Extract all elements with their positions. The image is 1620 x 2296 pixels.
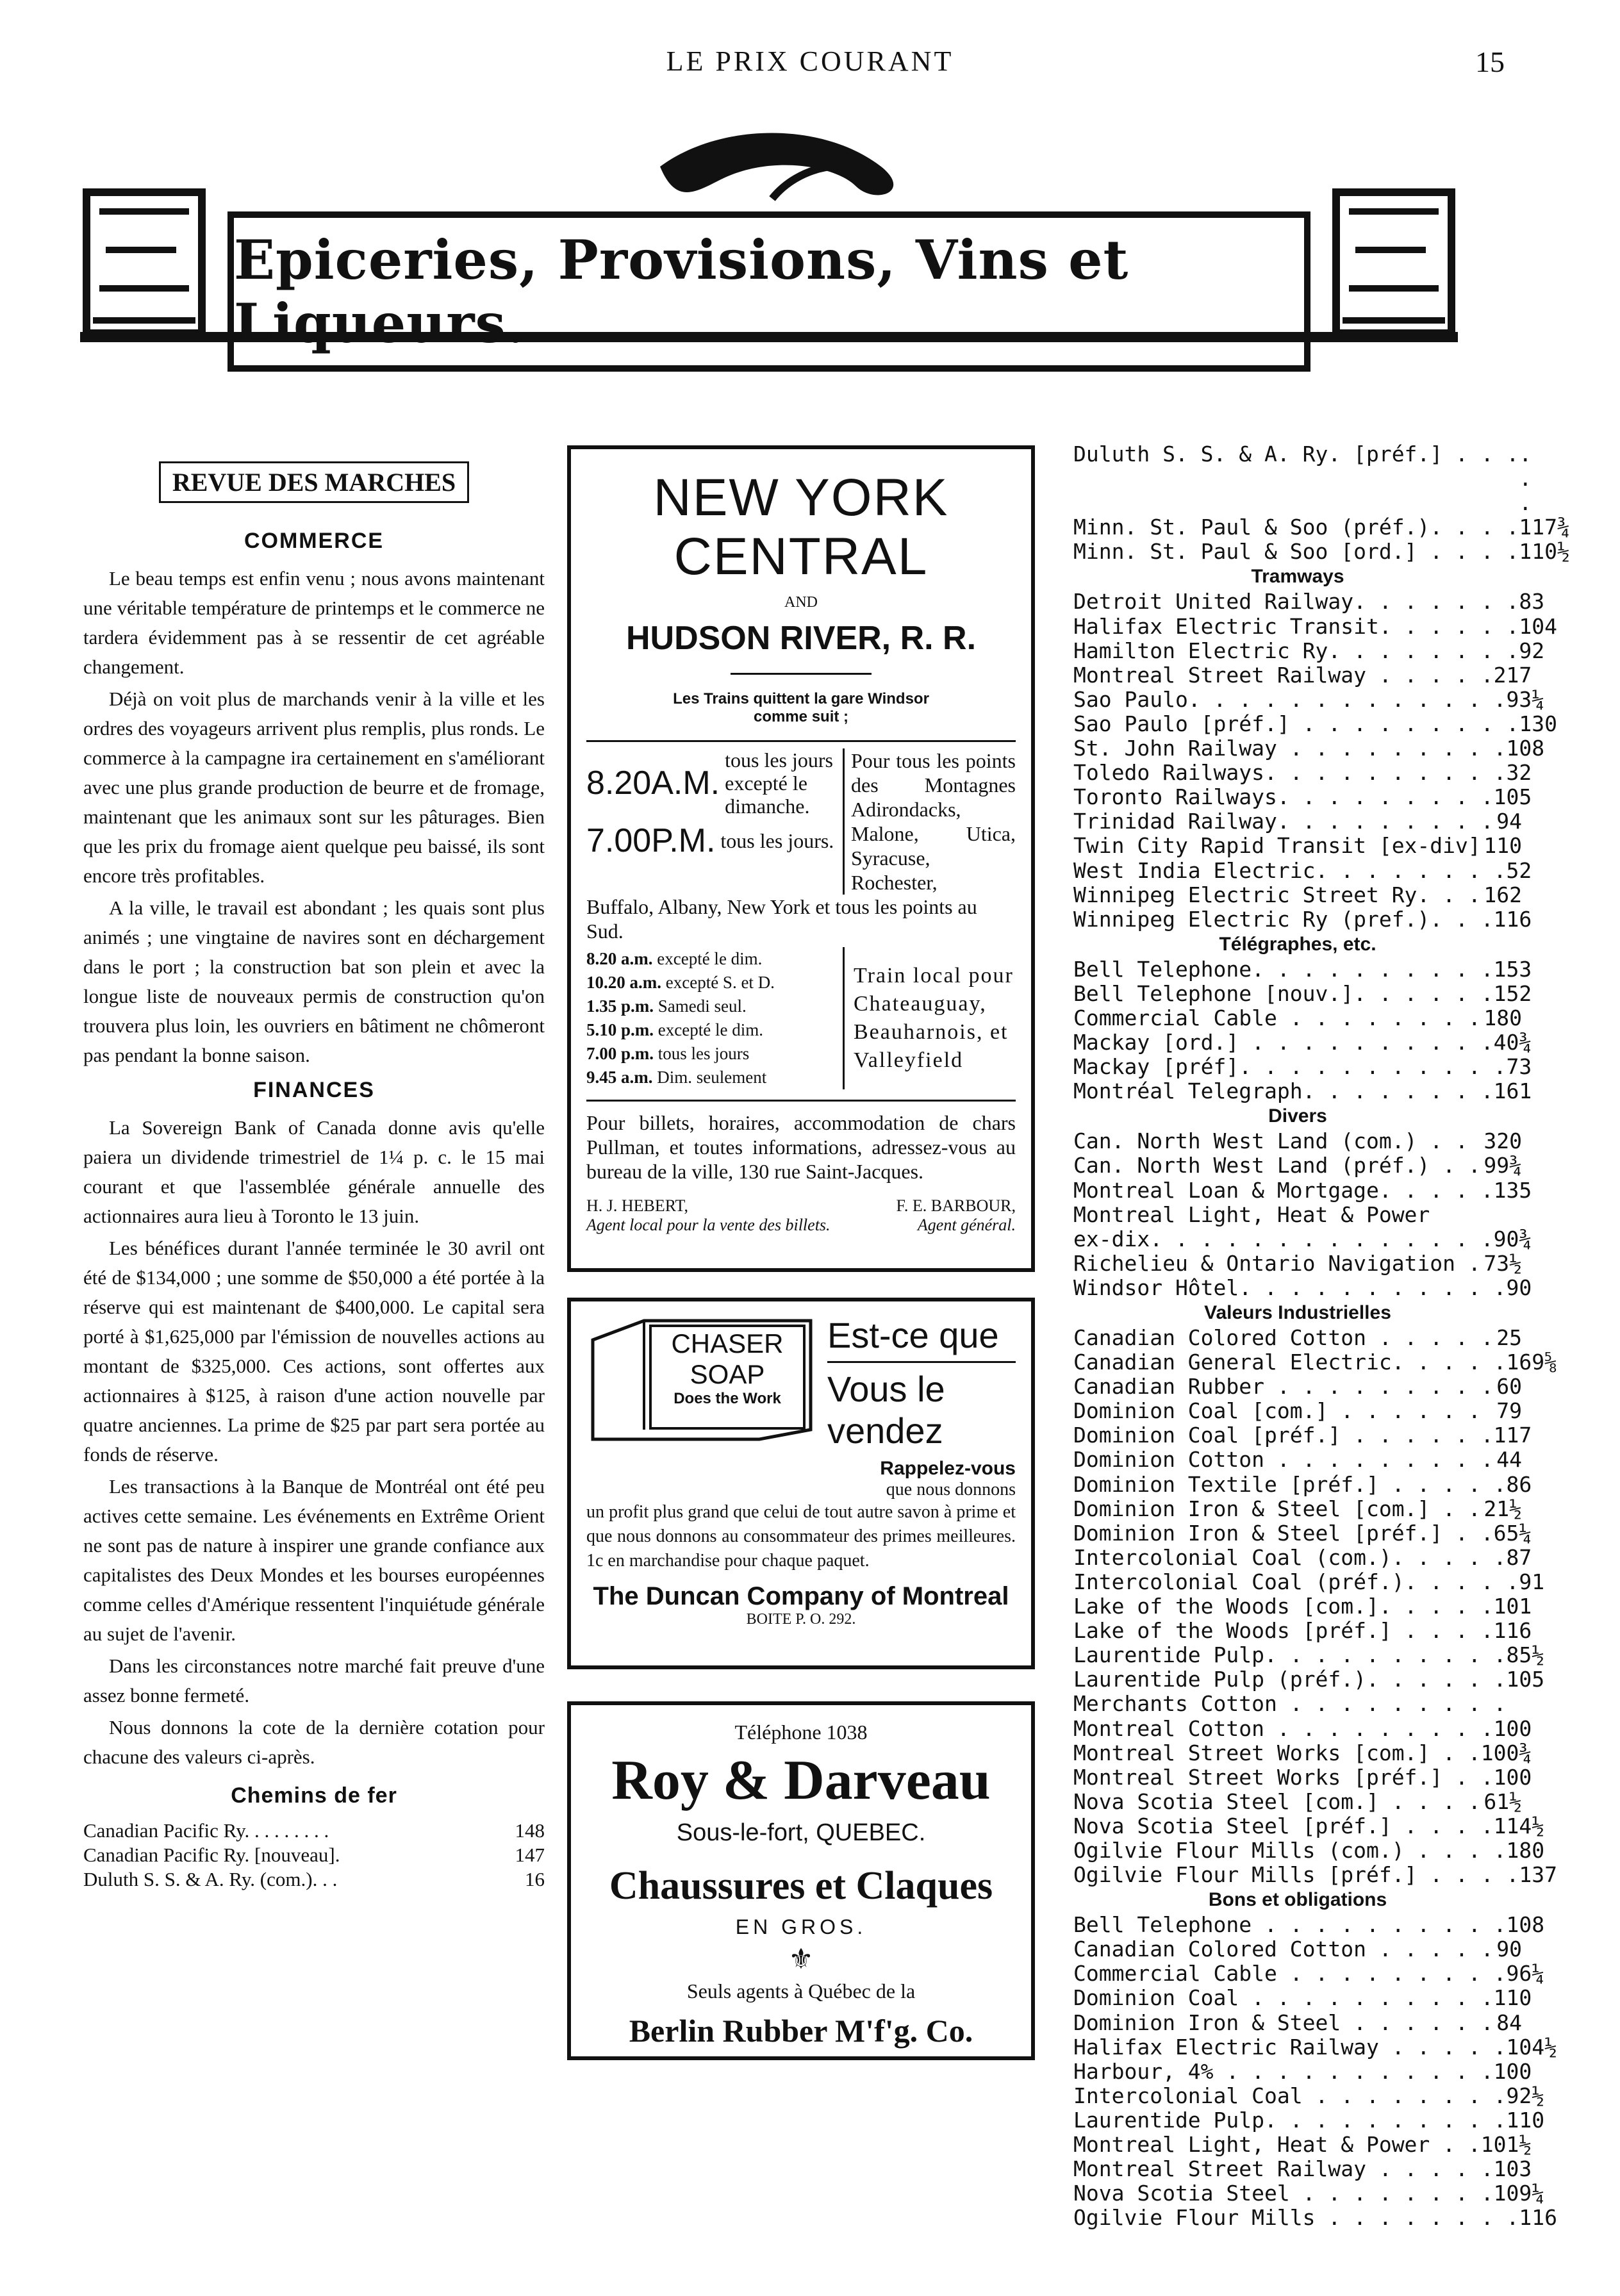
quote-row — [1073, 883, 1522, 907]
quote-value: 105 — [1493, 784, 1532, 810]
quote-name: Can. North West Land (préf.) . . — [1073, 1153, 1481, 1178]
quote-name: Canadian Pacific Ry. . . . . . . . . — [83, 1819, 329, 1842]
quote-row — [1073, 1667, 1545, 1692]
train-desc: tous les jours excepté le dimanche. — [725, 748, 833, 818]
roy-phone: Téléphone 1038 — [734, 1721, 868, 1744]
paragraph: A la ville, le travail est abondant ; les quais sont plus animés ; une vingtaine de navires sont en déchargement dans le port ; la construction bat son plein et avec la longue liste de nouveaux permis de construction qu'on trouvera plus loin, les ouvriers en bâtiment ne chômeront pas pendant la bonne saison. — [83, 896, 545, 1066]
paragraph: Déjà on voit plus de marchands venir à la ville et les ordres des voyageurs arrivent plus remplis, plus ronds. Le commerce à la campagne ira certainement en s'améliorant avec une plus grande production de beurre et de fromage, maintenant que les animaux sont sur les pâturages. Bien que les prix du fromage aient quelque peu baissé, ils sont encore très profitables. — [83, 688, 545, 887]
quote-row — [1073, 711, 1557, 736]
quote-value: 100 — [1493, 1715, 1532, 1741]
agents — [586, 1196, 1016, 1235]
roy-agents: Seuls agents à Québec de la — [686, 1979, 916, 2003]
schedule-block — [586, 740, 1016, 895]
quote-row — [1073, 1030, 1532, 1055]
finances-heading: FINANCES — [253, 1078, 375, 1102]
quote-name: Laurentide Pulp. . . . . . . . . . — [1073, 1642, 1507, 1668]
destinations: Pour tous les points des Montagnes Adirondacks, Malone, Utica, Syracuse, Rochester, — [843, 748, 1016, 895]
quote-name: Winnipeg Electric Ry (pref.). . . — [1073, 906, 1494, 932]
quote-value: 60 — [1496, 1374, 1522, 1400]
quote-row — [1073, 1862, 1557, 1888]
quote-value: 135 — [1493, 1177, 1532, 1203]
journal-title: LE PRIX COURANT — [666, 45, 954, 77]
quote-value: 92 — [1519, 638, 1545, 663]
quote-name: Nova Scotia Steel [préf.] . . . . — [1073, 1813, 1494, 1838]
quote-value: 137 — [1519, 1862, 1557, 1888]
chaser-reminder: Rappelez-vous — [880, 1458, 1016, 1479]
quote-row — [1073, 515, 1570, 540]
quote-value: 161 — [1493, 1078, 1532, 1104]
fleuron-icon: ⚜ — [788, 1944, 814, 1975]
quote-row — [1073, 2132, 1532, 2157]
quote-value: 101½ — [1480, 2132, 1532, 2157]
chaser-body: un profit plus grand que celui de tout autre savon à prime et que nous donnons au consommateur des primes meilleures. 1c en marchandise pour chaque paquet. — [586, 1502, 1016, 1571]
quote-row — [1073, 736, 1545, 761]
local-row: 7.00 p.m. tous les jours — [586, 1044, 750, 1063]
quote-row — [1073, 1715, 1532, 1741]
quote-value: 32 — [1506, 760, 1532, 786]
page-number: 15 — [1475, 45, 1505, 78]
quote-name: ex-dix. . . . . . . . . . . . . . — [1073, 1226, 1494, 1251]
quote-name: Montreal Light, Heat & Power — [1073, 1202, 1430, 1227]
quote-row — [1073, 906, 1532, 932]
quote-name: Mackay [ord.] . . . . . . . . . . — [1073, 1030, 1494, 1055]
train-desc: tous les jours. — [720, 829, 834, 852]
quote-row — [1073, 2034, 1557, 2060]
quote-section-heading: Valeurs Industrielles — [1204, 1302, 1391, 1323]
quote-name: Montreal Street Works [préf.] . . — [1073, 1764, 1494, 1790]
quote-row — [1073, 2181, 1545, 2206]
paragraph: Dans les circonstances notre marché fait preuve d'une assez bonne fermeté. — [83, 1655, 545, 1706]
quote-row — [1073, 1985, 1532, 2011]
quote-name: Can. North West Land (com.) . . — [1073, 1128, 1468, 1154]
quote-row — [1073, 662, 1532, 688]
quote-row — [1073, 1423, 1532, 1448]
quote-row — [1073, 1837, 1545, 1863]
quote-row — [1073, 1594, 1532, 1619]
quote-row — [1073, 1692, 1522, 1716]
stock-quotes-column — [1073, 442, 1570, 2231]
section-banner — [80, 128, 1458, 404]
quote-row — [1073, 1350, 1557, 1375]
chaser-company: The Duncan Company of Montreal — [593, 1582, 1009, 1610]
quote-name: Bell Telephone [nouv.]. . . . . . — [1073, 980, 1494, 1006]
quote-value: 61½ — [1484, 1788, 1522, 1814]
quote-value: 83 — [1519, 589, 1545, 615]
quote-value: 162 — [1484, 882, 1522, 907]
quote-name: Bell Telephone . . . . . . . . . . — [1073, 1912, 1507, 1938]
quote-name: Bell Telephone. . . . . . . . . . — [1073, 956, 1494, 982]
soap-word: SOAP — [690, 1359, 765, 1389]
quote-name: Laurentide Pulp. . . . . . . . . . — [1073, 2107, 1507, 2133]
quote-section-heading: Télégraphes, etc. — [1219, 933, 1376, 955]
quote-row — [1073, 1006, 1522, 1030]
quote-name: Toledo Railways. . . . . . . . . . — [1073, 760, 1507, 786]
quote-row — [1073, 589, 1545, 615]
quote-value: 16 — [525, 1868, 545, 1890]
quote-value: 114½ — [1493, 1813, 1545, 1838]
quote-value: 100¾ — [1480, 1740, 1532, 1765]
quote-name: Sao Paulo [préf.] . . . . . . . . . — [1073, 711, 1519, 736]
quote-name: Minn. St. Paul & Soo (préf.). . . . — [1073, 515, 1519, 540]
local-times — [586, 947, 845, 1089]
train-time: 7.00P.M. — [586, 822, 716, 859]
roy-products: Chaussures et Claques — [609, 1864, 993, 1908]
quote-row — [1073, 809, 1522, 834]
quote-name: Dominion Coal . . . . . . . . . . — [1073, 1985, 1494, 2011]
ad-title: NEW YORK CENTRAL — [653, 468, 949, 586]
quote-name: Lake of the Woods [préf.] . . . . — [1073, 1618, 1494, 1644]
chaser-soap-ad — [567, 1298, 1035, 1669]
quote-value: 117¾ — [1519, 515, 1570, 540]
quote-name: Montreal Loan & Mortgage. . . . . — [1073, 1177, 1494, 1203]
quote-value: 180 — [1484, 1005, 1522, 1030]
schedule-left — [586, 748, 843, 895]
quote-value: 40¾ — [1493, 1030, 1532, 1055]
roy-company: Berlin Rubber M'f'g. Co. — [629, 2013, 973, 2049]
quote-row — [1073, 1961, 1545, 1986]
local-row: 10.20 a.m. excepté S. et D. — [586, 973, 775, 992]
quote-name: Dominion Textile [préf.] . . . . . — [1073, 1471, 1507, 1497]
quote-name: Dominion Cotton . . . . . . . . . — [1073, 1447, 1494, 1473]
quote-row — [1073, 2083, 1545, 2108]
quote-name: Twin City Rapid Transit [ex-div] — [1073, 833, 1481, 859]
quote-row — [1073, 1153, 1522, 1178]
agent-local: H. J. HEBERT, Agent local pour la vente des billets. — [586, 1196, 831, 1234]
quote-row — [1073, 784, 1532, 810]
quote-row — [1073, 1764, 1532, 1790]
quote-name: Dominion Iron & Steel [com.] . . — [1073, 1496, 1481, 1521]
chaser-question — [817, 1314, 1016, 1451]
quote-value: 108 — [1506, 1912, 1545, 1938]
quote-name: Mackay [préf]. . . . . . . . . . . — [1073, 1054, 1507, 1080]
question-line: Vous le vendez — [827, 1369, 945, 1451]
quote-name: Montreal Street Railway . . . . . — [1073, 662, 1494, 688]
quote-name: Halifax Electric Transit. . . . . . — [1073, 613, 1519, 639]
quote-name: Montreal Cotton . . . . . . . . . — [1073, 1715, 1494, 1741]
quote-row — [1073, 857, 1532, 883]
quote-name: Commercial Cable . . . . . . . . . — [1073, 1961, 1507, 1986]
quote-value: 79 — [1496, 1398, 1522, 1424]
quote-name: Minn. St. Paul & Soo [ord.] . . . . — [1073, 539, 1519, 565]
quote-row — [1073, 1569, 1545, 1594]
quote-value: 90¾ — [1493, 1226, 1532, 1251]
quote-value: 116 — [1519, 2205, 1557, 2231]
local-destinations: Train local pour Chateauguay, Beauharnois, et Valleyfield — [854, 964, 1014, 1072]
quote-value: 101 — [1493, 1594, 1532, 1619]
banner-title: Epiceries, Provisions, Vins et Liqueurs. — [234, 228, 1129, 355]
destinations2: Buffalo, Albany, New York et tous les points au Sud. — [586, 895, 977, 943]
quote-name: Duluth S. S. & A. Ry. [préf.] . . . — [1073, 442, 1519, 467]
quote-name: St. John Railway . . . . . . . . . — [1073, 736, 1507, 761]
quote-row — [1073, 1520, 1532, 1546]
quote-name: Ogilvie Flour Mills . . . . . . . . — [1073, 2205, 1519, 2231]
chaser-reminder2: que nous donnons — [886, 1480, 1016, 1499]
quote-row — [1073, 2107, 1545, 2133]
quote-value: 116 — [1493, 1618, 1532, 1644]
quote-name: Montreal Light, Heat & Power . . — [1073, 2132, 1481, 2157]
agent-general: F. E. BARBOUR, Agent général. — [896, 1196, 1016, 1234]
quote-value: . . . — [1519, 442, 1532, 516]
quote-value — [1507, 1692, 1522, 1716]
quote-name: Laurentide Pulp (préf.). . . . . . — [1073, 1667, 1507, 1692]
quote-name: Montréal Telegraph. . . . . . . . — [1073, 1078, 1494, 1104]
banner-box — [227, 211, 1310, 372]
quote-value: 104½ — [1506, 2034, 1557, 2060]
quote-row — [1073, 956, 1532, 982]
quote-value: 108 — [1506, 736, 1545, 761]
quote-row — [1073, 1078, 1532, 1104]
quote-value: 152 — [1493, 980, 1532, 1006]
paragraph: La Sovereign Bank of Canada donne avis qu'elle paiera un dividende trimestriel de 1¼ p. c. le 15 mai courant et que l'assemblée générale annuelle des actionnaires aura lieu à Toronto le 13 juin. — [83, 1116, 545, 1227]
quote-value: 96¼ — [1506, 1961, 1545, 1986]
quote-value: 103 — [1493, 2156, 1532, 2182]
quote-row — [1073, 1497, 1522, 1521]
quote-name: Hamilton Electric Ry. . . . . . . . — [1073, 638, 1519, 663]
running-header — [0, 45, 1620, 90]
quote-value: 21½ — [1484, 1496, 1522, 1521]
ad-and: AND — [784, 594, 818, 611]
local-row: 5.10 p.m. excepté le dim. — [586, 1020, 763, 1039]
quote-value: 93¼ — [1506, 686, 1545, 712]
quote-name: Richelieu & Ontario Navigation . — [1073, 1250, 1481, 1276]
quote-value: 91 — [1519, 1569, 1545, 1594]
quote-row — [83, 1867, 545, 1892]
ad-info: Pour billets, horaires, accommodation de chars Pullman, et toutes informations, adressez-vous au bureau de la ville, 130 rue Saint-Jacques. — [586, 1100, 1016, 1184]
quote-value: 153 — [1493, 956, 1532, 982]
quote-row — [1073, 1448, 1522, 1472]
soap-box-text — [654, 1328, 801, 1408]
ad-line: comme suit ; — [753, 708, 849, 725]
quote-value: 44 — [1496, 1447, 1522, 1473]
quote-name: Dominion Coal [préf.] . . . . . . — [1073, 1423, 1494, 1448]
quote-name: Halifax Electric Railway . . . . . — [1073, 2034, 1507, 2060]
quote-row — [1073, 638, 1545, 663]
quote-value: 110 — [1493, 1985, 1532, 2011]
soap-tagline: Does the Work — [674, 1390, 781, 1407]
quote-name: Toronto Railways. . . . . . . . . — [1073, 784, 1494, 810]
quote-value: 92½ — [1506, 2083, 1545, 2108]
paragraph: Nous donnons la cote de la dernière cotation pour chacune des valeurs ci-après. — [83, 1716, 545, 1768]
local-row: 8.20 a.m. excepté le dim. — [586, 949, 763, 968]
quote-name: Montreal Street Railway . . . . . — [1073, 2156, 1494, 2182]
commerce-heading: COMMERCE — [244, 529, 384, 553]
quote-value: 100 — [1493, 2058, 1532, 2084]
quote-value: 100 — [1493, 1764, 1532, 1790]
quote-value: 73 — [1506, 1054, 1532, 1080]
paragraph: Le beau temps est enfin venu ; nous avons maintenant une véritable température de printemps et le commerce ne tardera évidemment pas à se ressentir de cet agréable changement. — [83, 567, 545, 678]
quote-row — [1073, 1203, 1522, 1227]
quote-name: Winnipeg Electric Street Ry. . . — [1073, 882, 1481, 907]
quote-name: Trinidad Railway. . . . . . . . . — [1073, 809, 1494, 834]
quote-row — [1073, 442, 1532, 516]
quote-value: 109¼ — [1493, 2181, 1545, 2206]
revue-heading-box — [83, 461, 545, 503]
quote-name: Intercolonial Coal (com.). . . . . — [1073, 1544, 1507, 1570]
quote-value: 147 — [515, 1844, 545, 1866]
quote-value: 148 — [515, 1819, 545, 1842]
quote-row — [1073, 2156, 1532, 2182]
quote-name: Duluth S. S. & A. Ry. (com.). . . — [83, 1868, 338, 1890]
quote-row — [1073, 1471, 1532, 1497]
quote-row — [1073, 1275, 1532, 1300]
roy-darveau-ad — [567, 1701, 1035, 2060]
quote-name: Dominion Iron & Steel . . . . . . — [1073, 2010, 1494, 2035]
quote-value: 73½ — [1484, 1250, 1522, 1276]
quote-name: Detroit United Railway. . . . . . . — [1073, 589, 1519, 615]
quote-row — [1073, 1129, 1522, 1153]
quote-row — [1073, 1790, 1522, 1814]
revue-heading: REVUE DES MARCHES — [159, 461, 469, 503]
quote-name: Ogilvie Flour Mills [préf.] . . . . — [1073, 1862, 1519, 1888]
quote-name: Nova Scotia Steel . . . . . . . . — [1073, 2181, 1494, 2206]
ad-subtitle: HUDSON RIVER, R. R. — [625, 620, 977, 657]
roy-wholesale: EN GROS. — [735, 1915, 867, 1938]
quote-value: 99¾ — [1484, 1153, 1522, 1178]
quote-row — [1073, 1251, 1522, 1276]
quote-value: 90 — [1496, 1937, 1522, 1962]
quote-value: 85½ — [1506, 1642, 1545, 1668]
quote-section-heading: Divers — [1268, 1105, 1327, 1127]
local-row: 1.35 p.m. Samedi seul. — [586, 996, 747, 1016]
quote-row — [1073, 1912, 1545, 1938]
quote-value: 52 — [1506, 857, 1532, 883]
quote-name: Intercolonial Coal . . . . . . . . — [1073, 2083, 1507, 2108]
quote-name: Dominion Coal [com.] . . . . . . — [1073, 1398, 1481, 1424]
quote-value: 104 — [1519, 613, 1557, 639]
quote-name: Sao Paulo. . . . . . . . . . . . . — [1073, 686, 1507, 712]
quote-row — [1073, 1054, 1532, 1080]
quote-value: 217 — [1493, 662, 1532, 688]
roy-address: Sous-le-fort, QUEBEC. — [676, 1819, 926, 1846]
quote-value: 105 — [1506, 1667, 1545, 1692]
quote-row — [1073, 1226, 1532, 1251]
quote-value: 180 — [1506, 1837, 1545, 1863]
quote-name: Dominion Iron & Steel [préf.] . . — [1073, 1520, 1494, 1546]
quote-value: 94 — [1496, 809, 1522, 834]
paragraph: Les bénéfices durant l'année terminée le 30 avril ont été de $134,000 ; une somme de $50,000 a été portée à la réserve qui est maintenant de $400,000. Le capital sera porté à $1,625,000 par l'émission de nouvelles actions au montant de $325,000. Ces actions, sont offertes aux actionnaires à $125, à raison d'une action nouvelle par quatre anciennes. La prime de $25 par part sera portée au fonds de réserve. — [83, 1237, 545, 1466]
soap-box-illustration — [586, 1314, 817, 1442]
paragraph: Les transactions à la Banque de Montréal ont été peu actives cette semaine. Les événements en Extrême Orient ne sont pas de nature à inspirer une grande confiance aux capitalistes des Deux Mondes et les bourses européennes comme celles d'Amérique ressentent l'inquiétude générale au sujet de l'avenir. — [83, 1475, 545, 1645]
quote-section-heading: Tramways — [1251, 566, 1344, 588]
quote-row — [1073, 1326, 1522, 1350]
quote-name: Commercial Cable . . . . . . . . — [1073, 1005, 1481, 1030]
quote-value: 110 — [1484, 833, 1522, 859]
quote-name: Canadian General Electric. . . . . — [1073, 1350, 1507, 1375]
quote-name: Lake of the Woods [com.]. . . . . — [1073, 1594, 1494, 1619]
question-line: Est-ce que — [827, 1314, 1016, 1363]
local-row: 9.45 a.m. Dim. seulement — [586, 1068, 767, 1087]
local-schedule — [586, 947, 1016, 1089]
train-time: 8.20A.M. — [586, 764, 720, 802]
quote-name: Canadian Colored Cotton . . . . . — [1073, 1325, 1494, 1350]
quote-name: Intercolonial Coal (préf.). . . . . — [1073, 1569, 1519, 1594]
quote-value: 25 — [1496, 1325, 1522, 1350]
quote-value — [1451, 1203, 1522, 1227]
quote-row — [1073, 613, 1557, 639]
quote-value: 84 — [1496, 2010, 1522, 2035]
soap-brand: CHASER — [671, 1328, 784, 1359]
quote-value: 86 — [1506, 1471, 1532, 1497]
chaser-box: BOITE P. O. 292. — [746, 1611, 856, 1628]
quote-value: 87 — [1506, 1544, 1532, 1570]
quote-name: Canadian Pacific Ry. [nouveau]. — [83, 1844, 340, 1866]
quote-row — [1073, 834, 1522, 858]
quote-row — [1073, 539, 1570, 565]
quote-name: Montreal Street Works [com.] . . — [1073, 1740, 1481, 1765]
quote-section-heading: Bons et obligations — [1208, 1889, 1387, 1911]
quote-value: 90 — [1506, 1275, 1532, 1300]
quote-name: Canadian Colored Cotton . . . . . — [1073, 1937, 1494, 1962]
quote-row — [1073, 1937, 1522, 1962]
quote-name: Ogilvie Flour Mills (com.) . . . . — [1073, 1837, 1507, 1863]
ad-line: Les Trains quittent la gare Windsor — [673, 690, 929, 707]
quote-value: 110½ — [1519, 539, 1570, 565]
nyc-railroad-ad — [567, 445, 1035, 1272]
quote-row — [1073, 2205, 1557, 2231]
quote-row — [1073, 980, 1532, 1006]
quote-row — [1073, 1618, 1532, 1644]
quote-row — [1073, 1813, 1545, 1838]
quote-name: Windsor Hôtel. . . . . . . . . . . — [1073, 1275, 1507, 1300]
quote-name: West India Electric. . . . . . . . — [1073, 857, 1507, 883]
market-review-column — [83, 449, 545, 1892]
quote-name: Harbour, 4% . . . . . . . . . . . — [1073, 2058, 1494, 2084]
quote-value: 65¼ — [1493, 1520, 1532, 1546]
quote-name: Nova Scotia Steel [com.] . . . . — [1073, 1788, 1481, 1814]
quote-row — [1073, 1544, 1532, 1570]
rule — [731, 673, 872, 675]
chaser-top — [586, 1314, 1016, 1451]
quote-name: Merchants Cotton . . . . . . . . . — [1073, 1691, 1507, 1717]
quote-value: 117 — [1493, 1423, 1532, 1448]
quote-value: 116 — [1493, 906, 1532, 932]
quote-value: 320 — [1484, 1128, 1522, 1154]
quote-row — [1073, 2058, 1532, 2084]
quote-row — [1073, 1740, 1532, 1765]
quote-row — [1073, 686, 1545, 712]
chemins-heading: Chemins de fer — [231, 1783, 397, 1808]
quote-row — [1073, 1375, 1522, 1399]
quote-row — [1073, 1642, 1545, 1668]
quote-name: Canadian Rubber . . . . . . . . . — [1073, 1374, 1494, 1400]
quote-value: 130 — [1519, 711, 1557, 736]
quote-row — [1073, 1399, 1522, 1423]
quote-row — [1073, 760, 1532, 786]
quote-row — [1073, 2011, 1522, 2035]
roy-name: Roy & Darveau — [611, 1749, 991, 1812]
quote-value: 110 — [1506, 2107, 1545, 2133]
quote-row — [83, 1819, 545, 1843]
quote-row — [83, 1843, 545, 1867]
quote-row — [1073, 1177, 1532, 1203]
quote-value: 169⅝ — [1506, 1350, 1557, 1375]
